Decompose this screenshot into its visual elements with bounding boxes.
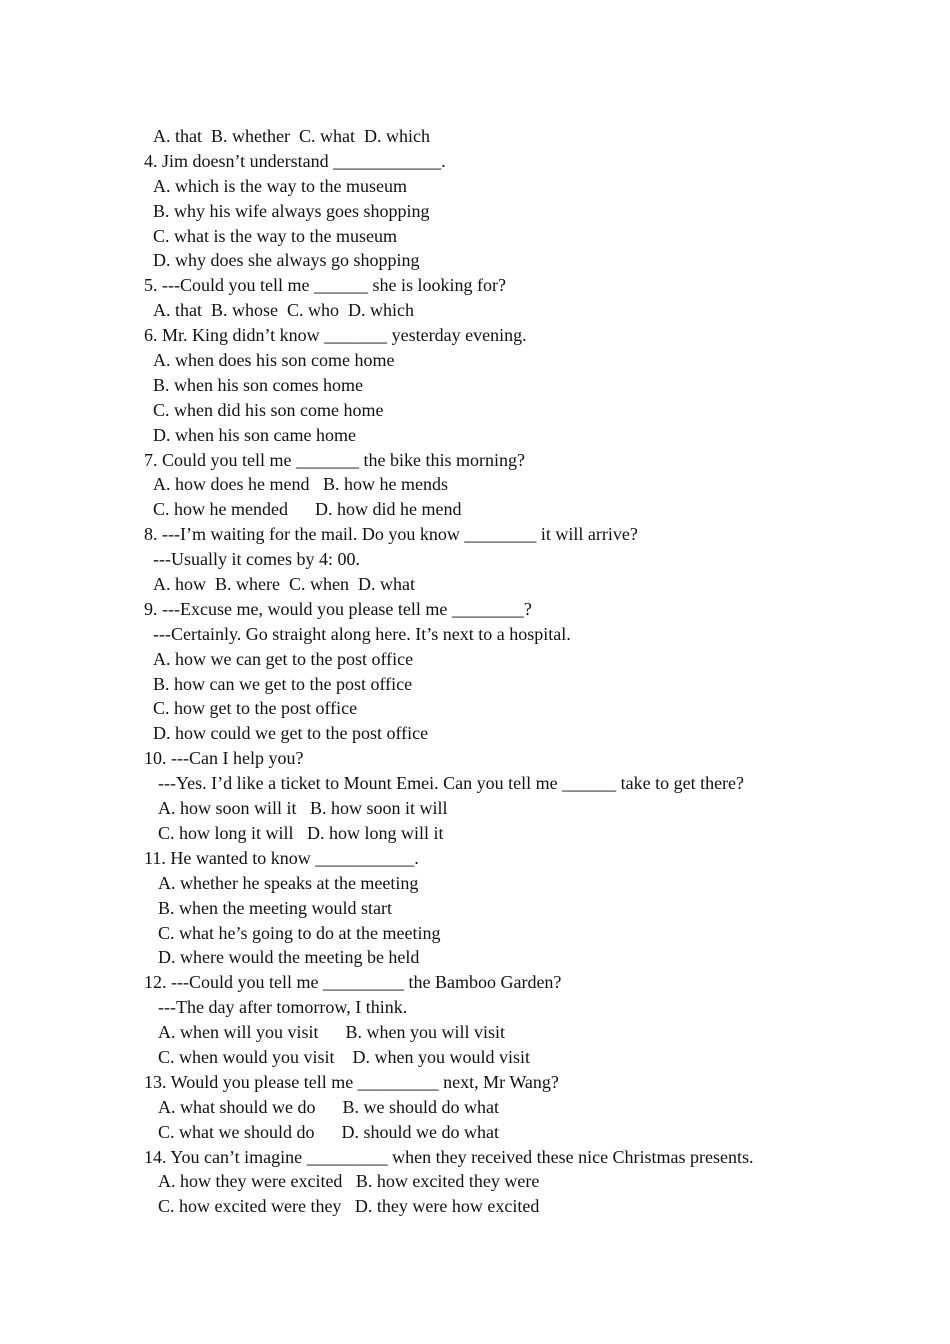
question-line: 6. Mr. King didn’t know _______ yesterday evening. [144,325,527,346]
question-line: 7. Could you tell me _______ the bike this morning? [144,449,525,470]
exercise-text [144,124,844,1219]
option-line: C. when did his son come home [153,399,384,420]
option-line: A. that B. whether C. what D. which [153,126,430,146]
option-line: B. how can we get to the post office [153,673,413,694]
option-line: A. when does his son come home [153,350,395,371]
option-line: C. what is the way to the museum [153,225,397,246]
option-line: C. how excited were they D. they were how excited [158,1196,540,1217]
option-line: A. that B. whose C. who D. which [153,300,414,321]
option-line: ---The day after tomorrow, I think. [158,997,408,1018]
question-line: 12. ---Could you tell me _________ the Bamboo Garden? [144,972,562,993]
question-line: 11. He wanted to know ___________. [144,847,419,868]
question-line: 13. Would you please tell me _________ next, Mr Wang? [144,1071,559,1092]
option-line: ---Certainly. Go straight along here. It’s next to a hospital. [153,623,571,644]
question-line: 10. ---Can I help you? [144,748,304,769]
question-line: 5. ---Could you tell me ______ she is looking for? [144,275,506,296]
option-line: A. how does he mend B. how he mends [153,474,448,495]
option-line: B. when his son comes home [153,374,363,395]
question-line: 4. Jim doesn’t understand ____________. [144,150,446,171]
option-line: A. how B. where C. when D. what [153,574,415,595]
option-line: D. where would the meeting be held [158,947,420,968]
option-line: C. how long it will D. how long will it [158,822,444,843]
option-line: A. which is the way to the museum [153,175,407,196]
option-line: A. how soon will it B. how soon it will [158,798,448,819]
option-line: C. what we should do D. should we do what [158,1121,499,1142]
option-line: ---Yes. I’d like a ticket to Mount Emei. Can you tell me ______ take to get there? [158,773,745,794]
option-line: A. how we can get to the post office [153,648,414,669]
option-line: D. how could we get to the post office [153,723,429,744]
option-line: C. what he’s going to do at the meeting [158,922,441,943]
question-line: 14. You can’t imagine _________ when they received these nice Christmas presents. [144,1146,754,1167]
option-line: D. why does she always go shopping [153,250,420,271]
option-line: A. what should we do B. we should do what [158,1096,499,1117]
option-line: A. how they were excited B. how excited they were [158,1171,540,1192]
option-line: C. when would you visit D. when you would visit [158,1046,530,1067]
option-line: A. whether he speaks at the meeting [158,872,419,893]
option-line: C. how get to the post office [153,698,358,719]
option-line: ---Usually it comes by 4: 00. [153,549,360,570]
question-line: 8. ---I’m waiting for the mail. Do you know ________ it will arrive? [144,524,638,545]
option-line: D. when his son came home [153,424,356,445]
option-line: B. why his wife always goes shopping [153,200,430,221]
option-line: A. when will you visit B. when you will visit [158,1022,506,1043]
option-line: C. how he mended D. how did he mend [153,499,462,520]
option-line: B. when the meeting would start [158,897,392,918]
question-line: 9. ---Excuse me, would you please tell me ________? [144,598,532,619]
